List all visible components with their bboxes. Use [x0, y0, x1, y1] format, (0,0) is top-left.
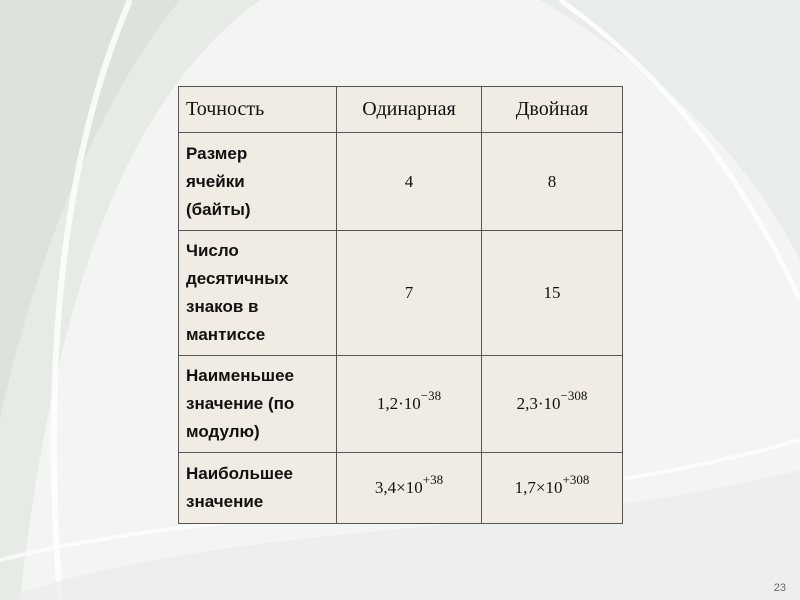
- row-label-cell: [179, 133, 337, 231]
- row-label-line: Размер: [186, 143, 248, 163]
- row-label-line: значение (по: [186, 394, 295, 413]
- row-label-line: десятичных: [186, 269, 289, 288]
- table-row: [179, 356, 623, 453]
- single-value-exponent: −38: [420, 388, 442, 403]
- single-value: 7: [404, 283, 414, 302]
- double-value: 15: [543, 283, 561, 302]
- header-precision: Точность: [179, 87, 337, 133]
- single-value-cell: [337, 356, 482, 453]
- table-row: [179, 133, 623, 231]
- row-label-cell: [179, 356, 337, 453]
- double-value-cell: [482, 453, 623, 524]
- header-single: Одинарная: [337, 87, 482, 133]
- double-value-cell: [482, 356, 623, 453]
- row-label-line: ячейки: [186, 171, 245, 191]
- single-value: 4: [404, 171, 414, 191]
- row-label-line: Число: [186, 241, 239, 260]
- row-label-cell: [179, 231, 337, 356]
- table-row: [179, 453, 623, 524]
- single-value-cell: [337, 231, 482, 356]
- single-value-base: 1,2·10: [376, 394, 421, 413]
- double-value-exponent: −308: [560, 388, 588, 403]
- row-label-line: знаков в: [186, 297, 259, 316]
- table-header-row: [179, 87, 623, 133]
- double-value-base: 2,3·10: [516, 394, 561, 413]
- double-value-base: 1,7×10: [514, 478, 563, 497]
- single-value-base: 3,4×10: [374, 478, 423, 497]
- single-value-exponent: +38: [422, 472, 444, 487]
- single-value-cell: [337, 453, 482, 524]
- single-value-cell: [337, 133, 482, 231]
- precision-comparison-table: [178, 86, 623, 524]
- row-label-line: мантиссе: [186, 325, 266, 344]
- double-value-cell: [482, 133, 623, 231]
- header-double: Двойная: [482, 87, 623, 133]
- double-value: 8: [547, 171, 557, 191]
- row-label-cell: [179, 453, 337, 524]
- double-value-cell: [482, 231, 623, 356]
- row-label-line: (байты): [186, 199, 251, 219]
- row-label-line: Наибольшее: [186, 464, 293, 483]
- row-label-line: модулю): [186, 422, 260, 441]
- row-label-line: Наименьшее: [186, 366, 295, 385]
- row-label-line: значение: [186, 492, 264, 511]
- slide-page-number: 23: [773, 582, 786, 594]
- table-row: [179, 231, 623, 356]
- double-value-exponent: +308: [562, 472, 590, 487]
